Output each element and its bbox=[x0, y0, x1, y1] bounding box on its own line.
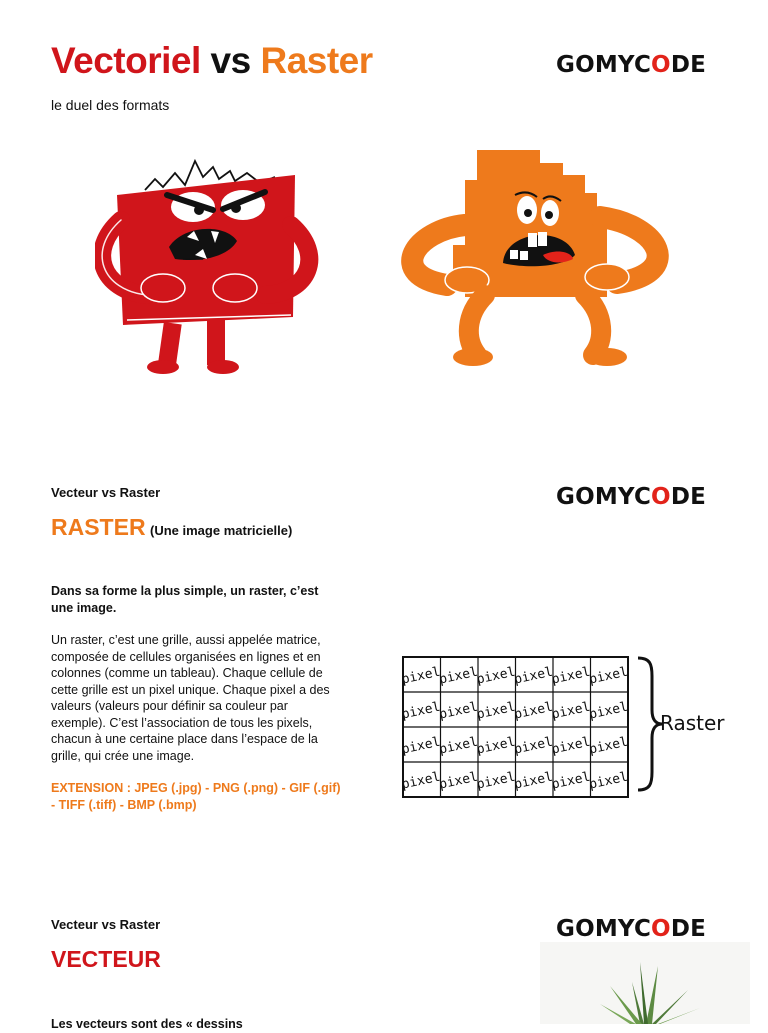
slide-kicker: Vecteur vs Raster bbox=[51, 917, 161, 932]
pixel-cell-label: pixel bbox=[437, 664, 480, 688]
subtitle: le duel des formats bbox=[51, 97, 170, 113]
pixel-cell-label: pixel bbox=[587, 664, 630, 688]
pixel-cell-label: pixel bbox=[512, 699, 555, 723]
pixel-cell-label: pixel bbox=[475, 769, 517, 793]
gomycode-logo: GOMYCODE bbox=[556, 484, 707, 510]
gomycode-logo: GOMYCODE bbox=[556, 916, 707, 942]
pixel-cell-label: pixel bbox=[587, 699, 630, 723]
pixel-cell-label: pixel bbox=[550, 734, 592, 758]
heading-paren: (Une image matricielle) bbox=[150, 523, 293, 538]
title-slide bbox=[0, 0, 768, 430]
pixel-cell-label: pixel bbox=[550, 699, 592, 723]
gomycode-logo: GOMYCODE bbox=[556, 52, 707, 78]
pixel-cell-label: pixel bbox=[475, 664, 517, 688]
title-vectoriel: Vectoriel bbox=[51, 40, 201, 81]
angry-red-square-character-icon bbox=[95, 155, 320, 380]
lead-paragraph: Dans sa forme la plus simple, un raster, c’est une image. bbox=[51, 584, 319, 615]
section-heading bbox=[51, 514, 292, 541]
pixel-cell-label: pixel bbox=[400, 699, 442, 723]
pixel-cell-label: pixel bbox=[475, 699, 517, 723]
slide-kicker: Vecteur vs Raster bbox=[51, 485, 161, 500]
succulent-plant-icon bbox=[540, 942, 750, 1024]
pixel-cell-label: pixel bbox=[512, 769, 555, 793]
pixel-cell-label: pixel bbox=[512, 664, 555, 688]
pixel-cell-label: pixel bbox=[437, 769, 480, 793]
heading-raster: RASTER bbox=[51, 514, 146, 540]
pixel-cell-label: pixel bbox=[587, 769, 630, 793]
pixel-grid-diagram bbox=[400, 654, 740, 802]
title-raster: Raster bbox=[260, 40, 373, 81]
pixel-cell-label: pixel bbox=[400, 734, 442, 758]
pixel-cell-label: pixel bbox=[400, 664, 442, 688]
body-paragraph-start: Les vecteurs sont des « dessins bbox=[51, 1017, 243, 1031]
extension-list: EXTENSION : JPEG (.jpg) - PNG (.png) - GIF (.gif) - TIFF (.tiff) - BMP (.bmp) bbox=[51, 781, 341, 812]
pixel-cell-label: pixel bbox=[400, 769, 442, 793]
pixel-cell-label: pixel bbox=[550, 769, 592, 793]
body-paragraph: Un raster, c’est une grille, aussi appelée matrice, composée de cellules organisées en lignes et en colonnes (comme un tableau). Chaque cellule de cette grille est un pixel unique. Chaque pixel a des valeurs (valeurs pour définir sa couleur par exemple). C’est l’association de tous les pixels, chacun à une certaine place dans l’espace de la grille, qui crée une image. bbox=[51, 633, 330, 763]
grid-labels bbox=[400, 665, 629, 793]
pixel-cell-label: pixel bbox=[437, 734, 480, 758]
vector-slide bbox=[0, 900, 768, 1031]
page-title bbox=[51, 40, 373, 82]
pixel-cell-label: pixel bbox=[587, 734, 630, 758]
pixel-cell-label: pixel bbox=[475, 734, 517, 758]
title-vs: vs bbox=[200, 40, 261, 81]
pixel-cell-label: pixel bbox=[437, 699, 480, 723]
raster-label: Raster bbox=[660, 711, 725, 735]
pixel-cell-label: pixel bbox=[512, 734, 555, 758]
pixel-cell-label: pixel bbox=[550, 664, 592, 688]
scared-orange-pixel-character-icon bbox=[395, 145, 685, 375]
curly-brace bbox=[638, 658, 662, 790]
section-heading: VECTEUR bbox=[51, 946, 161, 972]
raster-slide bbox=[0, 470, 768, 870]
